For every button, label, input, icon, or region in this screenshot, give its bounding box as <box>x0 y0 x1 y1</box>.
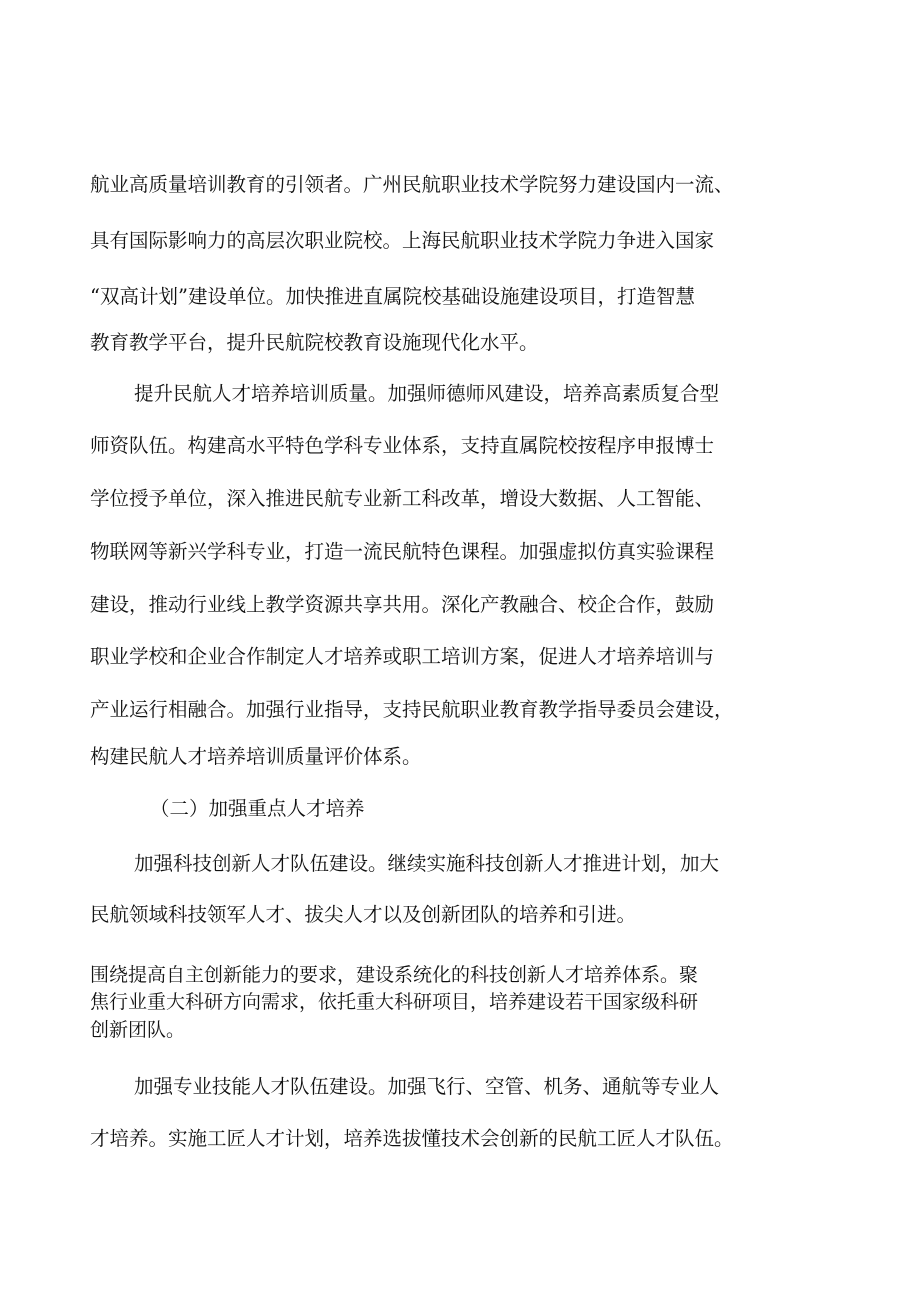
text-line: 具有国际影响力的高层次职业院校。上海民航职业技术学院力争进入国家 <box>90 229 715 252</box>
text-line: “双高计划”建设单位。加快推进直属院校基础设施建设项目，打造智慧 <box>90 285 695 308</box>
text-line: 物联网等新兴学科专业，打造一流民航特色课程。加强虚拟仿真实验课程 <box>90 540 715 563</box>
text-line: 教育教学平台，提升民航院校教育设施现代化水平。 <box>90 331 539 354</box>
text-line: 建设，推动行业线上教学资源共享共用。深化产教融合、校企合作，鼓励 <box>90 593 715 616</box>
text-line: 构建民航人才培养培训质量评价体系。 <box>90 745 422 768</box>
section-heading: （二）加强重点人才培养 <box>150 797 365 820</box>
paragraph-start-line: 加强科技创新人才队伍建设。继续实施科技创新人才推进计划，加大 <box>134 852 720 875</box>
text-line: 学位授予单位，深入推进民航专业新工科改革，增设大数据、人工智能、 <box>90 487 715 510</box>
text-line: 航业高质量培训教育的引领者。广州民航职业技术学院努力建设国内一流、 <box>90 173 734 196</box>
text-line: 职业学校和企业合作制定人才培养或职工培训方案，促进人才培养培训与 <box>90 645 715 668</box>
text-line: 产业运行相融合。加强行业指导，支持民航职业教育教学指导委员会建设， <box>90 698 734 721</box>
text-line: 才培养。实施工匠人才计划，培养选拔懂技术会创新的民航工匠人才队伍。 <box>90 1127 734 1150</box>
text-line: 创新团队。 <box>90 1019 186 1041</box>
text-line: 民航领域科技领军人才、拔尖人才以及创新团队的培养和引进。 <box>90 903 637 926</box>
paragraph-start-line: 加强专业技能人才队伍建设。加强飞行、空管、机务、通航等专业人 <box>134 1075 720 1098</box>
text-line: 焦行业重大科研方向需求，依托重大科研项目，培养建设若干国家级科研 <box>90 991 699 1013</box>
paragraph-start-line: 提升民航人才培养培训质量。加强师德师风建设，培养高素质复合型 <box>134 382 720 405</box>
text-line: 师资队伍。构建高水平特色学科专业体系，支持直属院校按程序申报博士 <box>90 434 715 457</box>
text-line: 围绕提高自主创新能力的要求，建设系统化的科技创新人才培养体系。聚 <box>90 964 699 986</box>
